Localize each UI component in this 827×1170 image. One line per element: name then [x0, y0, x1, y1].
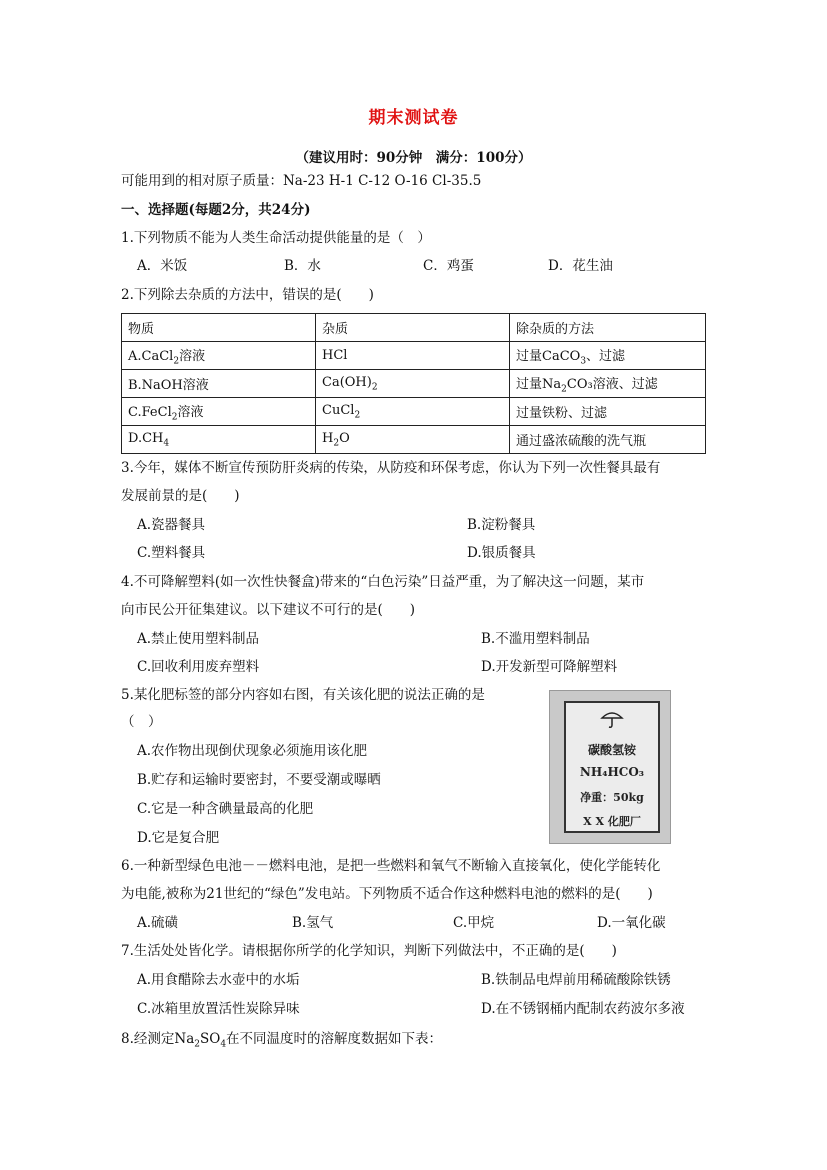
q7-option-b: B.铁制品电焊前用稀硫酸除铁锈 — [481, 972, 671, 988]
question-5-stem-line1: 5.某化肥标签的部分内容如右图，有关该化肥的说法正确的是 — [121, 687, 485, 703]
q4-option-b: B.不滥用塑料制品 — [481, 631, 590, 647]
q4-option-c: C.回收利用废弃塑料 — [137, 659, 260, 675]
question-3-stem-line1: 3.今年，媒体不断宣传预防肝炎病的传染，从防疫和环保考虑，你认为下列一次性餐具最有 — [121, 460, 661, 476]
exam-info: （建议用时：90分钟 满分：100分） — [295, 150, 532, 166]
question-3-stem-line2: 发展前景的是( ) — [121, 488, 240, 504]
question-7-stem: 7.生活处处皆化学。请根据你所学的化学知识，判断下列做法中，不正确的是( ) — [121, 943, 617, 959]
q1-option-c: C．鸡蛋 — [423, 258, 474, 274]
question-2-stem: 2.下列除去杂质的方法中，错误的是( ) — [121, 287, 374, 303]
q3-option-c: C.塑料餐具 — [137, 545, 206, 561]
umbrella-icon — [566, 707, 658, 729]
page-title: 期末测试卷 — [368, 108, 459, 128]
q3-option-b: B.淀粉餐具 — [467, 517, 536, 533]
table-cell: 通过盛浓硫酸的洗气瓶 — [510, 426, 706, 454]
q6-option-a: A.硫磺 — [137, 915, 179, 931]
table-cell: 过量铁粉、过滤 — [510, 398, 706, 426]
question-5-stem-line2: （ ） — [121, 714, 162, 730]
table-header-row — [122, 314, 706, 342]
table-cell: 过量$Na_2CO_3$溶液、过滤 — [510, 370, 706, 398]
q6-option-d: D.一氧化碳 — [597, 915, 666, 931]
q1-option-b: B．水 — [284, 258, 321, 274]
q1-option-d: D．花生油 — [548, 258, 613, 274]
table-row — [122, 398, 706, 426]
fertilizer-maker: X X 化肥厂 — [583, 815, 641, 828]
q5-option-d: D.它是复合肥 — [137, 830, 220, 846]
q7-option-a: A.用食醋除去水壶中的水垢 — [137, 972, 300, 988]
table-row — [122, 370, 706, 398]
table-cell: C.FeCl$_2$溶液 — [122, 398, 316, 426]
table-header-cell: 杂质 — [316, 314, 510, 342]
fertilizer-label-frame — [564, 701, 660, 833]
q5-option-c: C.它是一种含碘量最高的化肥 — [137, 801, 314, 817]
fertilizer-weight: 净重：50kg — [580, 791, 644, 804]
question-4-stem-line1: 4.不可降解塑料(如一次性快餐盒)带来的“白色污染”日益严重，为了解决这一问题，某市 — [121, 574, 645, 590]
table-cell: B.NaOH溶液 — [122, 370, 316, 398]
table-row — [122, 342, 706, 370]
question-4-stem-line2: 向市民公开征集建议。以下建议不可行的是( ) — [121, 602, 416, 618]
q7-option-d: D.在不锈钢桶内配制农药波尔多液 — [481, 1001, 685, 1017]
q5-option-a: A.农作物出现倒伏现象必须施用该化肥 — [137, 743, 368, 759]
table-cell: $H_2O$ — [316, 426, 510, 454]
table-cell: CuCl$_2$ — [316, 398, 510, 426]
q4-option-a: A.禁止使用塑料制品 — [137, 631, 260, 647]
fertilizer-formula: NH₄HCO₃ — [579, 765, 645, 779]
table-cell: $Ca(OH)_2$ — [316, 370, 510, 398]
q5-option-b: B.贮存和运输时要密封，不要受潮或曝晒 — [137, 772, 381, 788]
atomic-masses: 可能用到的相对原子质量：Na-23 H-1 C-12 O-16 Cl-35.5 — [121, 173, 482, 189]
q3-option-a: A.瓷器餐具 — [137, 517, 206, 533]
question-6-stem-line1: 6.一种新型绿色电池－－燃料电池，是把一些燃料和氧气不断输入直接氧化，使化学能转化 — [121, 858, 661, 874]
table-cell: HCl — [316, 342, 510, 370]
question-6-stem-line2: 为电能,被称为21世纪的“绿色”发电站。下列物质不适合作这种燃料电池的燃料的是( ) — [121, 886, 653, 902]
table-header-cell: 物质 — [122, 314, 316, 342]
q4-option-d: D.开发新型可降解塑料 — [481, 659, 618, 675]
section-heading: 一、选择题(每题2分，共24分) — [121, 202, 311, 218]
impurity-table — [121, 313, 706, 454]
table-cell: $D.CH_4$ — [122, 426, 316, 454]
q1-option-a: A．米饭 — [137, 258, 188, 274]
table-row — [122, 426, 706, 454]
question-8-stem: 8.经测定$Na_2SO_4$在不同温度时的溶解度数据如下表： — [121, 1031, 443, 1050]
q3-option-d: D.银质餐具 — [467, 545, 536, 561]
table-header-cell: 除杂质的方法 — [510, 314, 706, 342]
fertilizer-name: 碳酸氢铵 — [587, 743, 636, 757]
fertilizer-label-image — [549, 690, 671, 844]
q7-option-c: C.冰箱里放置活性炭除异味 — [137, 1001, 300, 1017]
q6-option-c: C.甲烷 — [453, 915, 495, 931]
q6-option-b: B.氢气 — [292, 915, 334, 931]
question-1-stem: 1.下列物质不能为人类生命活动提供能量的是（ ） — [121, 230, 431, 246]
table-cell: A.CaCl$_2$溶液 — [122, 342, 316, 370]
table-cell: 过量CaCO$_3$、过滤 — [510, 342, 706, 370]
